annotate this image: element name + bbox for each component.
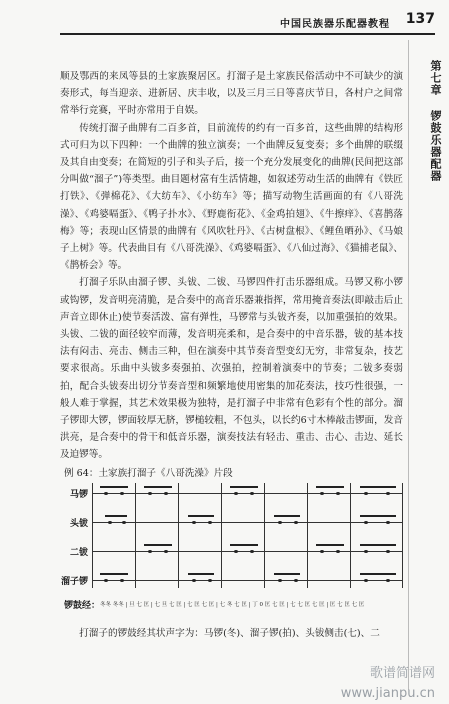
note (192, 579, 196, 582)
staff-line (92, 551, 403, 552)
note (122, 521, 126, 524)
gong-drum-label: 锣鼓经： (64, 601, 101, 611)
note (294, 579, 298, 582)
barline (92, 483, 93, 588)
note (278, 579, 282, 582)
beam (316, 544, 344, 546)
beam (230, 544, 258, 546)
note (208, 521, 212, 524)
beam (100, 573, 128, 575)
barline (307, 483, 308, 588)
staff-line (92, 580, 403, 581)
beam (188, 573, 214, 575)
header-rule (60, 33, 435, 35)
paragraph-2: 传统打溜子曲牌有二百多首，目前流传的约有一百多首，这些曲牌的结构形式可归为以下四种：一个曲牌的独立演奏；一个曲牌反复变奏；多个曲牌的联缀及其自由变奏；在简短的引子和头子后，接一个充分发展变化的曲牌(民间把这部分叫做“溜子”)等类型。曲目题材富有生活情趣，如叙述劳动生活的曲牌有《铁匠打铁》、《弹棉花》、《大纺车》、《小纺车》等；描写动物生活画面的有《八哥洗澡》、《鸡婆嗝蛋》、《鸭子扑水》、《野鹿衔花》、《金鸡拍翅》、《牛擦痒》、《喜鹊落梅》等；表现山区情景的曲牌有《风吹牡丹》、《古树盘根》、《鲤鱼晒孙》、《马娘子上树》等。代表曲目有《八哥洗澡》、《鸡婆嗝蛋》、《八仙过海》、《猫捕老鼠》、《鹊桥会》等。 (60, 122, 403, 272)
note (320, 550, 324, 553)
beam (100, 486, 128, 488)
note (250, 492, 254, 495)
score-excerpt (60, 483, 403, 613)
barline (135, 483, 136, 588)
note (148, 492, 152, 495)
watermark: 歌谱简谱网 www.jianpu.cn (340, 666, 435, 701)
note (192, 521, 196, 524)
note (108, 521, 112, 524)
example-label: 例 64：土家族打溜子《八哥洗澡》片段 (64, 468, 233, 479)
beam (360, 486, 396, 488)
paragraph-3: 打溜子乐队由溜子锣、头钹、二钹、马锣四件打击乐器组成。马锣又称小锣或钩锣，发音明亮清脆，是合奏中的高音乐器兼指挥，常用掩音奏法(即敲击后止声音立即休止)使节奏活泼、富有弹性，马锣常与头钹齐奏，以加重强拍的效果。头钹、二钹的面径较窄而薄，发音明亮柔和，是合奏中的中音乐器，钹的基本技法有闷击、亮击、侧击三种，但在演奏中其节奏音型变幻无穷，非常复杂，技艺要求很高。乐曲中头钹多奏强拍、次强拍，控制着演奏中的节奏；二钹多奏弱拍，配合头钹奏出切分节奏音型和频繁地使用密集的加花奏法，技巧性很强，一般人难于掌握，其艺术效果极为独特，是打溜子中非常有色彩有个性的部分。溜子锣即大锣，锣面较厚无脐，锣槌较粗，不包头，以长约6寸木棒敲击锣面，发音洪亮，是合奏中的骨干和低音乐器，演奏技法有轻击、重击、击心、击边、延长及迫锣等。 (60, 277, 403, 461)
paragraph-1: 顺及鄂西的来凤等县的土家族聚居区。打溜子是土家族民俗活动中不可缺少的演奏形式，每当迎亲、进新居、庆丰收，以及三月三日等喜庆节日，各村户之间常常举行竞赛，平时亦常用于自娱。 (60, 71, 403, 117)
note (234, 550, 238, 553)
body-text (60, 68, 403, 464)
note (364, 521, 368, 524)
beam (105, 515, 127, 517)
beam (274, 573, 300, 575)
beam (360, 573, 396, 575)
note (208, 579, 212, 582)
note (336, 550, 340, 553)
instrument-label-liuzi-luo: 溜子锣 (60, 577, 88, 587)
beam (360, 544, 396, 546)
beam (230, 486, 258, 488)
note (294, 521, 298, 524)
instrument-label-ma-luo: 马锣 (69, 490, 88, 500)
barline (221, 483, 222, 588)
note (104, 492, 108, 495)
instrument-label-er-bo: 二钹 (69, 548, 88, 558)
barline (350, 483, 351, 588)
note (234, 492, 238, 495)
note (386, 492, 390, 495)
note (148, 550, 152, 553)
note (364, 579, 368, 582)
note (104, 579, 108, 582)
note (364, 492, 368, 495)
instrument-label-tou-bo: 头钹 (69, 519, 88, 529)
note (320, 492, 324, 495)
barline (264, 483, 265, 588)
note (336, 492, 340, 495)
running-title: 中国民族器乐配器教程 (280, 19, 390, 30)
note (278, 521, 282, 524)
note (164, 492, 168, 495)
chapter-side-tab: 第七章 锣鼓乐器配器 (429, 60, 442, 182)
note (386, 521, 390, 524)
note (120, 492, 124, 495)
beam (144, 486, 172, 488)
beam (316, 486, 344, 488)
note (120, 579, 124, 582)
beam (360, 515, 396, 517)
barline (402, 483, 403, 588)
beam (188, 515, 214, 517)
note (250, 550, 254, 553)
note (386, 550, 390, 553)
page-number: 137 (405, 11, 435, 27)
staff-line (92, 493, 403, 494)
note (164, 550, 168, 553)
beam (274, 515, 300, 517)
staff-line (92, 522, 403, 523)
note (386, 579, 390, 582)
note (364, 550, 368, 553)
final-paragraph: 打溜子的锣鼓经其状声字为：马锣(冬)、溜子锣(拍)、头钹侧击(七)、二 (79, 628, 380, 639)
beam (144, 544, 172, 546)
gong-drum-syllables: 冬冬 冬冬 | 旦 七 匡 | 七 旦 七 匡 | 七 匡 七 匡 | 七 冬 七 匡 | 丁 0 匡 七 匡 | 七 七 匡 七 匡 | 匡 七 匡 七 匡 (100, 602, 365, 608)
barline (178, 483, 179, 588)
side-rule (408, 40, 409, 690)
